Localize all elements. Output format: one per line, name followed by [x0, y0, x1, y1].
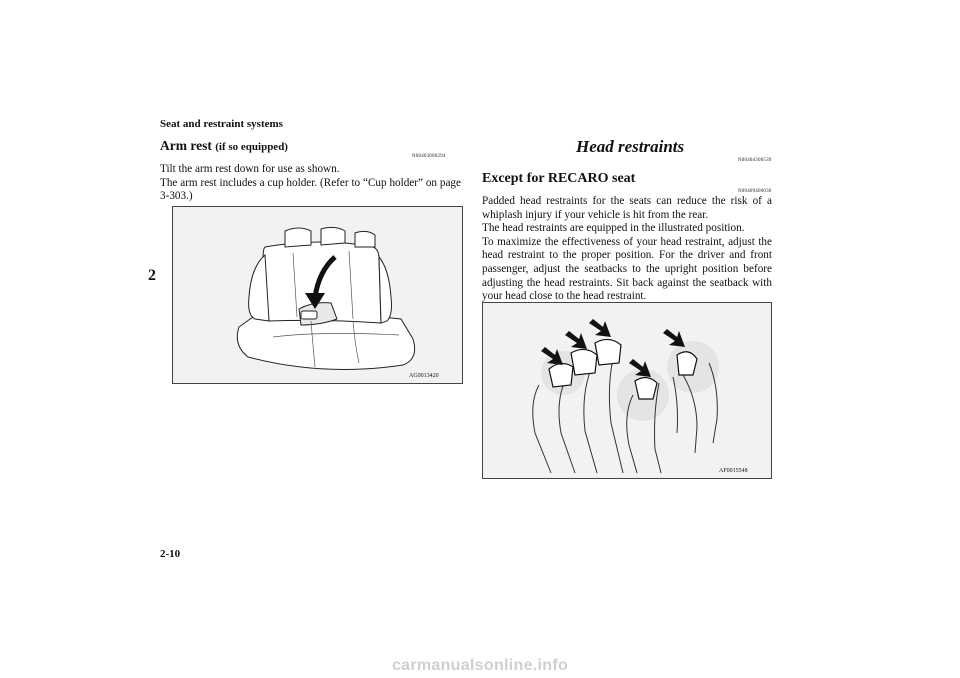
arm-rest-title-suffix: (if so equipped) — [215, 141, 288, 153]
head-restraints-figure-id: AF0015548 — [719, 468, 748, 474]
watermark: carmanualsonline.info — [391, 657, 569, 674]
except-recaro-code: N00409400030 — [738, 189, 772, 194]
head-restraints-title: Head restraints — [576, 137, 685, 156]
head-restraints-paragraph-1: Padded head restraints for the seats can reduce the risk of a whiplash injury if your vehicle is hit from the rear. — [482, 195, 772, 221]
arm-rest-code: N00403000294 — [412, 154, 446, 159]
arm-rest-paragraph-1: Tilt the arm rest down for use as shown. — [160, 163, 340, 175]
head-restraints-text — [482, 195, 772, 304]
arm-rest-figure-id: AG0013420 — [409, 373, 439, 379]
seats-head-restraints-illustration — [483, 303, 771, 478]
rear-seat-illustration — [173, 207, 462, 383]
arm-rest-figure — [172, 206, 463, 384]
page-number: 2-10 — [160, 548, 181, 560]
head-restraints-code: N00404300539 — [738, 158, 772, 163]
arm-rest-paragraph-2: The arm rest includes a cup holder. (Refer to “Cup holder” on page 3-303.) — [160, 176, 461, 203]
except-recaro-heading: Except for RECARO seat — [482, 171, 636, 186]
arm-rest-title: Arm rest — [160, 138, 212, 153]
head-restraints-figure — [482, 302, 772, 479]
section-header: Seat and restraint systems — [160, 118, 283, 130]
chapter-tab: 2 — [148, 267, 156, 284]
arm-rest-heading — [160, 138, 288, 154]
head-restraints-paragraph-2: The head restraints are equipped in the illustrated position. — [482, 222, 745, 235]
arm-rest-text — [160, 163, 461, 204]
head-restraints-paragraph-3: To maximize the effectiveness of your head restraint, adjust the head restraint to the proper position. For the driver and front passenger, adjust the seatbacks to the upright position before adjusting the head restraints. Sit back against the seatback with your head close to the head restraint. — [482, 235, 772, 303]
